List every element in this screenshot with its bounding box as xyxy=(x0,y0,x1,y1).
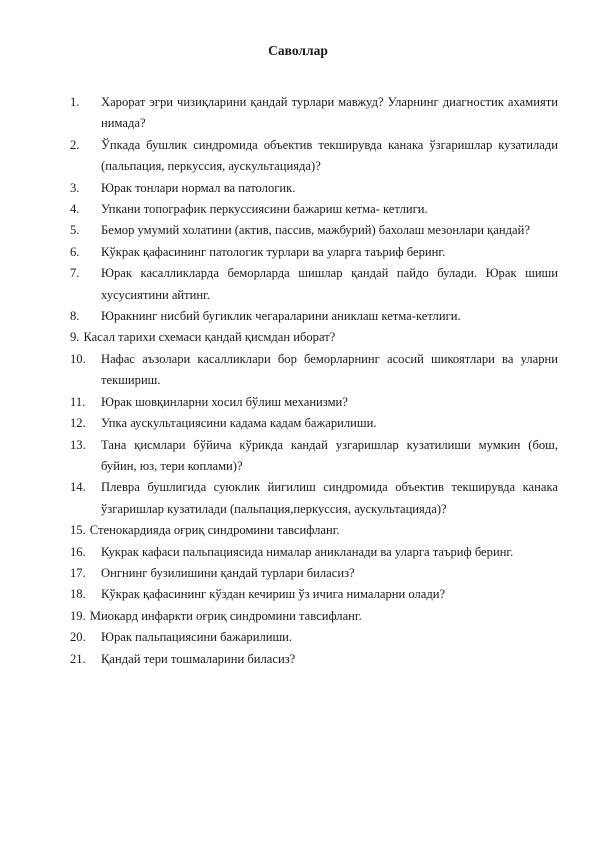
question-item xyxy=(70,584,558,605)
question-text: Қандай тери тошмаларини биласиз? xyxy=(101,651,296,666)
question-number: 20. xyxy=(70,630,86,645)
question-item xyxy=(70,520,558,541)
question-text: Юрак касалликларда беморларда шишлар қандай пайдо булади. Юрак шиши хусусиятини айтинг. xyxy=(101,266,558,302)
question-item xyxy=(70,349,558,392)
question-text: Онгнинг бузилишини қандай турлари биласиз? xyxy=(101,565,355,580)
question-text: Упкани топографик перкуссиясини бажариш кетма- кетлиги. xyxy=(101,202,428,217)
question-number: 15. xyxy=(70,523,86,538)
page-title: Саволлар xyxy=(268,43,328,58)
question-item xyxy=(70,627,558,648)
question-item xyxy=(70,135,558,178)
question-item xyxy=(70,92,558,135)
question-text: Юракнинг нисбий бугиклик чегараларини аниклаш кетма-кетлиги. xyxy=(101,309,461,324)
questions-list xyxy=(70,92,558,670)
question-item xyxy=(70,220,558,241)
question-item xyxy=(70,327,558,348)
question-item xyxy=(70,563,558,584)
question-number: 6. xyxy=(70,244,80,259)
question-number: 7. xyxy=(70,266,80,281)
question-number: 13. xyxy=(70,437,86,452)
question-item xyxy=(70,435,558,478)
question-item xyxy=(70,477,558,520)
question-text: Харорат эгри чизиқларини қандай турлари мавжуд? Уларнинг диагностик ахамияти нимада? xyxy=(101,95,558,131)
question-text: Юрак шовқинларни хосил бўлиш механизми? xyxy=(101,394,348,409)
question-text: Стенокардияда оғриқ синдромини тавсифланг. xyxy=(89,523,340,538)
question-text: Бемор умумий холатини (актив, пассив, мажбурий) бахолаш мезонлари қандай? xyxy=(101,223,530,238)
question-item xyxy=(70,606,558,627)
question-text: Кукрак кафаси пальпациясида нималар аникланади ва уларга таъриф беринг. xyxy=(101,544,514,559)
question-text: Миокард инфаркти оғриқ синдромини тавсифланг. xyxy=(89,608,362,623)
question-item xyxy=(70,242,558,263)
question-number: 21. xyxy=(70,651,86,666)
question-item xyxy=(70,199,558,220)
question-number: 9. xyxy=(70,330,80,345)
question-text: Тана қисмлари бўйича кўрикда кандай узгаришлар кузатилиши мумкин (бош, буйин, юз, тери коплами)? xyxy=(101,437,558,473)
question-item xyxy=(70,649,558,670)
question-text: Касал тарихи схемаси қандай қисмдан иборат? xyxy=(83,330,336,345)
question-number: 17. xyxy=(70,565,86,580)
question-item xyxy=(70,178,558,199)
question-item xyxy=(70,306,558,327)
question-item xyxy=(70,413,558,434)
question-text: Кўкрак қафасининг патологик турлари ва уларга таъриф беринг. xyxy=(101,244,446,259)
question-text: Упка аускультациясини кадама кадам бажарилиши. xyxy=(101,416,377,431)
question-number: 12. xyxy=(70,416,86,431)
question-number: 14. xyxy=(70,480,86,495)
question-number: 4. xyxy=(70,202,80,217)
question-number: 1. xyxy=(70,95,80,109)
question-number: 8. xyxy=(70,309,80,324)
question-item xyxy=(70,542,558,563)
question-text: Кўкрак қафасининг кўздан кечириш ўз ичига нималарни олади? xyxy=(101,587,446,602)
question-text: Ўпкада бушлик синдромида объектив текширувда канака ўзгаришлар кузатилади (пальпация, перкуссия, аускультацияда)? xyxy=(101,137,558,174)
question-number: 5. xyxy=(70,223,80,238)
question-text: Нафас аъзолари касалликлари бор беморларнинг асосий шикоятлари ва уларни текшириш. xyxy=(101,351,558,388)
question-number: 3. xyxy=(70,180,80,195)
question-item xyxy=(70,392,558,413)
question-text: Юрак пальпациясини бажарилиши. xyxy=(101,630,293,645)
question-text: Плевра бушлигида суюклик йигилиш синдромида объектив текширувда канака ўзгаришлар кузатилади (пальпация,перкуссия, аускультацияда)? xyxy=(101,480,558,516)
question-number: 18. xyxy=(70,587,86,602)
question-text: Юрак тонлари нормал ва патологик. xyxy=(101,180,296,195)
question-number: 2. xyxy=(70,137,80,152)
question-number: 16. xyxy=(70,544,86,559)
question-number: 11. xyxy=(70,394,86,409)
question-item xyxy=(70,263,558,306)
question-number: 10. xyxy=(70,351,86,366)
question-number: 19. xyxy=(70,608,86,623)
